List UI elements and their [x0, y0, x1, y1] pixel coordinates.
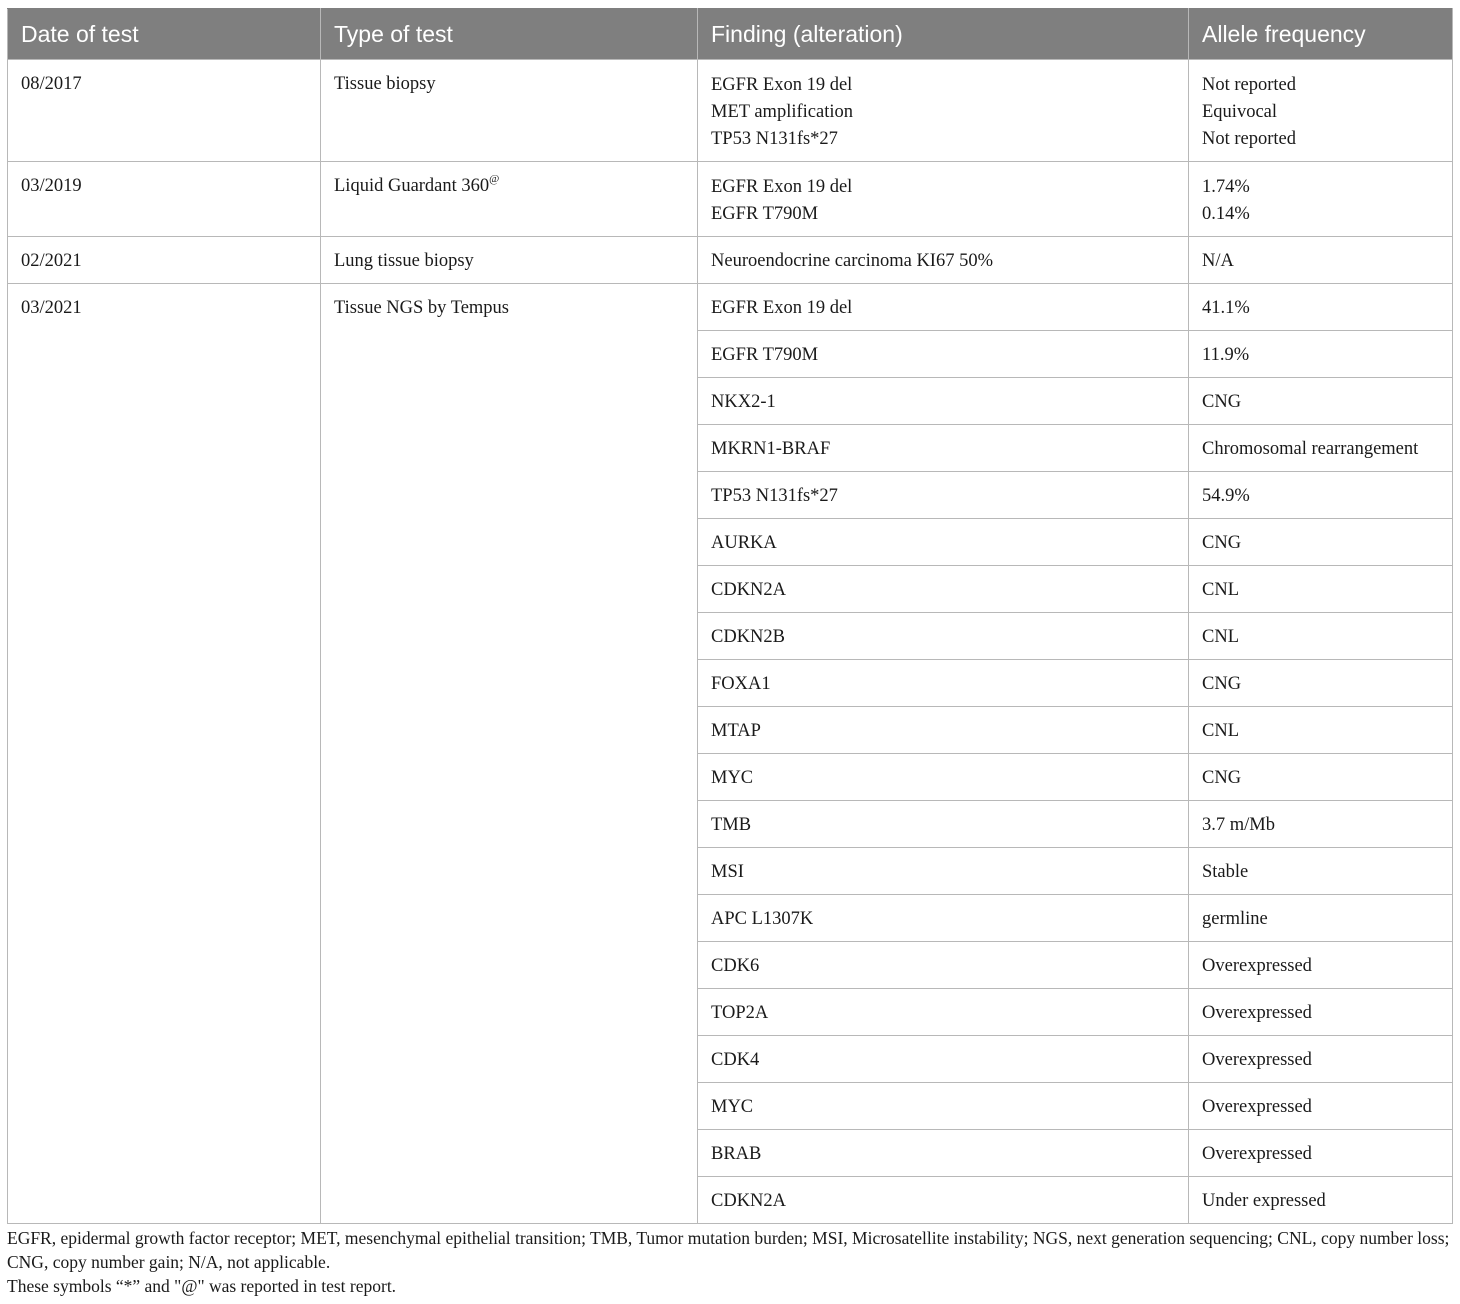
frequency-cell: Overexpressed: [1189, 1083, 1453, 1130]
finding-text: EGFR T790M: [711, 204, 819, 224]
frequency-cell: germline: [1189, 895, 1453, 942]
frequency-text: Not reported: [1202, 129, 1297, 149]
genomic-test-table-container: [7, 8, 1452, 1224]
type-cell: [321, 237, 698, 284]
frequency-cell: CNG: [1189, 660, 1453, 707]
header-date: Date of test: [8, 9, 321, 60]
type-text: Lung tissue biopsy: [334, 251, 474, 271]
frequency-cell: 3.7 m/Mb: [1189, 801, 1453, 848]
symbols-note: These symbols “*” and "@" was reported in test report.: [7, 1276, 397, 1296]
frequency-text: N/A: [1202, 251, 1234, 271]
type-cell: [321, 284, 698, 1224]
date-text: 02/2021: [21, 251, 82, 271]
frequency-text: 1.74%: [1202, 177, 1250, 197]
type-text: Liquid Guardant 360: [334, 176, 490, 196]
frequency-cell: 54.9%: [1189, 472, 1453, 519]
frequency-cell: Overexpressed: [1189, 1130, 1453, 1177]
finding-cell: BRAB: [698, 1130, 1189, 1177]
finding-text: EGFR Exon 19 del: [711, 75, 853, 95]
finding-cell: TP53 N131fs*27: [698, 472, 1189, 519]
finding-cell: MSI: [698, 848, 1189, 895]
type-text: Tissue biopsy: [334, 74, 436, 94]
finding-cell: CDK4: [698, 1036, 1189, 1083]
finding-cell: APC L1307K: [698, 895, 1189, 942]
finding-cell: EGFR T790M: [698, 331, 1189, 378]
abbreviations-note: EGFR, epidermal growth factor receptor; MET, mesenchymal epithelial transition; TMB, Tumor mutation burden; MSI, Microsatellite instability; NGS, next generation sequencing; CNL, copy number loss; CNG, copy number gain; N/A, not applicable.: [7, 1228, 1450, 1272]
frequency-cell: 11.9%: [1189, 331, 1453, 378]
finding-cell: MYC: [698, 1083, 1189, 1130]
finding-text: TP53 N131fs*27: [711, 129, 838, 149]
type-cell: [321, 162, 698, 237]
table-row: [8, 60, 1453, 162]
frequency-cell: Under expressed: [1189, 1177, 1453, 1224]
header-allele-frequency: Allele frequency: [1189, 9, 1453, 60]
finding-cell: CDK6: [698, 942, 1189, 989]
finding-cell: MYC: [698, 754, 1189, 801]
finding-cell: NKX2-1: [698, 378, 1189, 425]
frequency-cell: [1189, 60, 1453, 162]
frequency-cell: Overexpressed: [1189, 942, 1453, 989]
table-row: [8, 162, 1453, 237]
finding-text: Neuroendocrine carcinoma KI67 50%: [711, 251, 994, 271]
table-header-row: [8, 9, 1453, 60]
frequency-cell: Overexpressed: [1189, 989, 1453, 1036]
finding-cell: CDKN2A: [698, 566, 1189, 613]
frequency-cell: CNG: [1189, 519, 1453, 566]
type-cell: [321, 60, 698, 162]
type-text: Tissue NGS by Tempus: [334, 298, 510, 318]
date-cell: [8, 284, 321, 1224]
date-cell: [8, 60, 321, 162]
finding-cell: CDKN2A: [698, 1177, 1189, 1224]
genomic-test-table: [7, 8, 1453, 1224]
table-row: [8, 284, 1453, 331]
finding-cell: CDKN2B: [698, 613, 1189, 660]
finding-cell: FOXA1: [698, 660, 1189, 707]
finding-cell: TMB: [698, 801, 1189, 848]
table-row: [8, 237, 1453, 284]
header-finding: Finding (alteration): [698, 9, 1189, 60]
frequency-cell: Chromosomal rearrangement: [1189, 425, 1453, 472]
finding-cell: [698, 162, 1189, 237]
frequency-text: 0.14%: [1202, 204, 1250, 224]
finding-cell: EGFR Exon 19 del: [698, 284, 1189, 331]
date-text: 03/2021: [21, 298, 82, 318]
finding-cell: TOP2A: [698, 989, 1189, 1036]
finding-text: MET amplification: [711, 102, 853, 122]
date-text: 08/2017: [21, 74, 82, 94]
frequency-text: Not reported: [1202, 75, 1297, 95]
table-footnote: [7, 1226, 1455, 1298]
finding-cell: MKRN1-BRAF: [698, 425, 1189, 472]
frequency-cell: Overexpressed: [1189, 1036, 1453, 1083]
finding-cell: AURKA: [698, 519, 1189, 566]
header-type: Type of test: [321, 9, 698, 60]
finding-cell: MTAP: [698, 707, 1189, 754]
superscript-symbol: @: [489, 172, 500, 185]
frequency-cell: [1189, 162, 1453, 237]
frequency-cell: CNL: [1189, 707, 1453, 754]
finding-text: EGFR Exon 19 del: [711, 177, 853, 197]
date-cell: [8, 237, 321, 284]
frequency-cell: 41.1%: [1189, 284, 1453, 331]
date-text: 03/2019: [21, 176, 82, 196]
frequency-cell: CNL: [1189, 613, 1453, 660]
frequency-cell: CNG: [1189, 378, 1453, 425]
frequency-text: Equivocal: [1202, 102, 1278, 122]
frequency-cell: CNL: [1189, 566, 1453, 613]
finding-cell: [698, 60, 1189, 162]
date-cell: [8, 162, 321, 237]
frequency-cell: [1189, 237, 1453, 284]
finding-cell: [698, 237, 1189, 284]
frequency-cell: Stable: [1189, 848, 1453, 895]
frequency-cell: CNG: [1189, 754, 1453, 801]
